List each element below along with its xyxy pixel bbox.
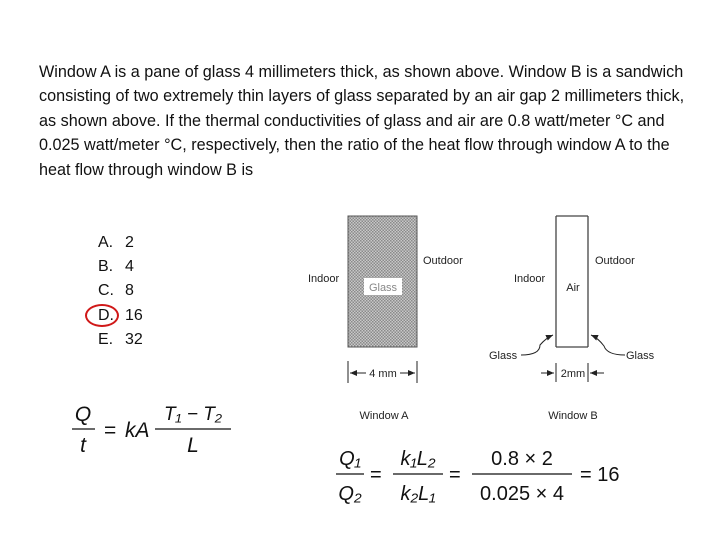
formula-t: t (80, 434, 86, 457)
window-a-glass-label: Glass (368, 282, 398, 294)
window-b-glass-left-label: Glass (489, 350, 518, 362)
choice-c-letter: C. (98, 282, 114, 300)
formula-q: Q (74, 403, 92, 426)
choice-d-value: 16 (125, 306, 143, 324)
ratio-numeric-den: 0.025 × 4 (480, 483, 564, 505)
choice-b-letter: B. (98, 258, 114, 276)
formula-l: L (187, 434, 199, 457)
choice-d-letter: D. (98, 306, 114, 324)
choice-e-value: 32 (125, 330, 143, 348)
choice-a-letter: A. (98, 234, 114, 251)
window-a-diagram (308, 216, 463, 422)
choice-c-value: 8 (125, 282, 134, 300)
formula-ka: kA (125, 419, 150, 442)
choice-e-letter: E. (98, 330, 114, 348)
ratio-equals-1: = (370, 464, 382, 486)
window-b-thickness-label: 2mm (560, 368, 586, 380)
ratio-formula (336, 448, 619, 505)
window-a-thickness-label: 4 mm (369, 368, 397, 380)
ratio-numeric-num: 0.8 × 2 (491, 448, 553, 470)
ratio-q2: Q₂ (338, 483, 362, 505)
window-b-glass-right-pointer (591, 335, 625, 355)
window-b-indoor-label: Indoor (514, 273, 546, 285)
ratio-result: = 16 (580, 464, 620, 486)
formula-equals: = (104, 419, 117, 442)
window-b-caption: Window B (548, 410, 598, 422)
window-b-outdoor-label: Outdoor (595, 255, 635, 267)
ratio-q1: Q₁ (339, 448, 361, 470)
ratio-equals-2: = (449, 464, 461, 486)
window-a-outdoor-label: Outdoor (423, 255, 463, 267)
formula-temp-diff: T₁ − T₂ (163, 404, 223, 425)
choice-b-value: 4 (125, 258, 134, 276)
window-a-caption: Window A (359, 410, 409, 422)
ratio-k2l1: k₂L₁ (400, 483, 436, 505)
choice-a-value: 2 (125, 234, 134, 251)
window-b-air-label: Air (566, 282, 580, 294)
window-a-indoor-label: Indoor (308, 273, 340, 285)
heat-flow-formula (72, 403, 231, 457)
question-text: Window A is a pane of glass 4 millimeters thick, as shown above. Window B is a sandwich consisting of two extremely thin layers of glass separated by an air gap 2 millimeters thick, as shown above. If the thermal conductivities of glass and air are 0.8 watt/meter °C and 0.025 watt/meter °C, respectively, then the ratio of the heat flow through window A to the heat flow through window B is (39, 63, 685, 179)
window-b-diagram (489, 216, 655, 422)
window-b-glass-right-label: Glass (626, 350, 655, 362)
window-b-glass-left-pointer (521, 335, 553, 355)
ratio-k1l2: k₁L₂ (400, 448, 436, 470)
